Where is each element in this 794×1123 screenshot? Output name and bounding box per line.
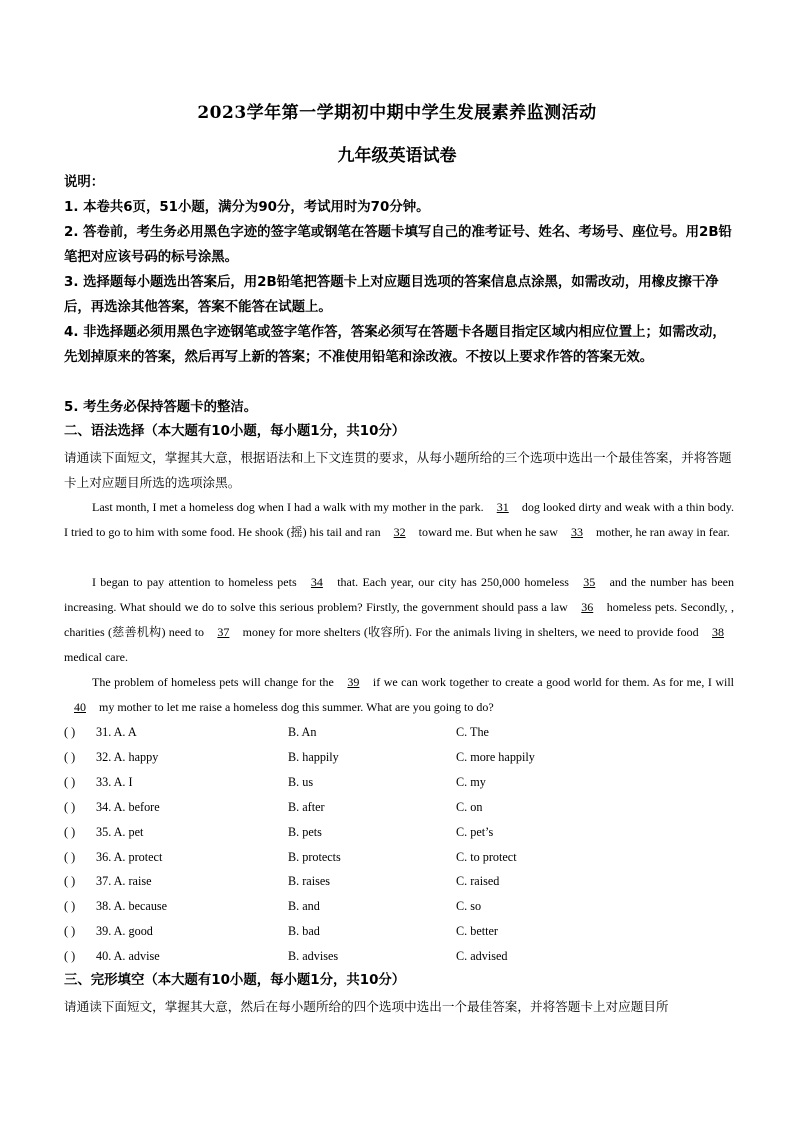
option-c: C. more happily (456, 750, 535, 764)
option-b: B. raises (288, 874, 330, 888)
option-row-35 (64, 820, 734, 845)
option-row-33 (64, 770, 734, 795)
note-item-4: 4. 非选择题必须用黑色字迹钢笔或签字笔作答，答案必须写在答题卡各题目指定区域内相应位置上；如需改动，先划掉原来的答案，然后再写上新的答案；不准使用铅笔和涂改液。不按以上要求作答的答案无效。 (64, 325, 726, 365)
option-row-39 (64, 919, 734, 944)
option-a: 39. A. good (96, 924, 153, 938)
option-a: 40. A. advise (96, 949, 160, 963)
option-b: B. bad (288, 924, 320, 938)
passage-text: that. Each year, our city has 250,000 homeless (332, 575, 574, 589)
option-a: 31. A. A (96, 725, 137, 739)
section-3-instruction: 请通读下面短文，掌握其大意，然后在每小题所给的四个选项中选出一个最佳答案，并将答题卡上对应题目所 (64, 999, 669, 1014)
option-c: C. advised (456, 949, 508, 963)
passage-text: The problem of homeless pets will change for the (92, 675, 338, 689)
passage-text: mother, he ran away in fear. (592, 525, 730, 539)
option-a: 37. A. raise (96, 874, 152, 888)
passage-text: toward me. But when he saw (415, 525, 561, 539)
option-c: C. raised (456, 874, 500, 888)
answer-paren[interactable]: ( ) (64, 850, 76, 864)
passage-paragraph-1 (64, 495, 734, 545)
option-b: B. and (288, 899, 320, 913)
passage-text: money for more shelters (收容所). For the animals living in shelters, we need to provide food (239, 625, 702, 639)
option-b: B. pets (288, 825, 322, 839)
option-row-32 (64, 745, 734, 770)
option-c: C. so (456, 899, 482, 913)
option-row-37 (64, 869, 734, 894)
option-b: B. advises (288, 949, 339, 963)
note-item-2: 2. 答卷前，考生务必用黑色字迹的签字笔或钢笔在答题卡填写自己的准考证号、姓名、考场号、座位号。用2B铅笔把对应该号码的标号涂黑。 (64, 225, 732, 265)
note-item-3: 3. 选择题每小题选出答案后，用2B铅笔把答题卡上对应题目选项的答案信息点涂黑，如需改动，用橡皮擦干净后，再选涂其他答案，答案不能答在试题上。 (64, 275, 719, 315)
blank-31: 31 (496, 500, 509, 514)
answer-paren[interactable]: ( ) (64, 725, 76, 739)
blank-35: 35 (583, 575, 596, 589)
option-a: 34. A. before (96, 800, 160, 814)
page-subtitle: 九年级英语试卷 (337, 146, 457, 166)
answer-paren[interactable]: ( ) (64, 899, 76, 913)
option-b: B. after (288, 800, 325, 814)
blank-33: 33 (570, 525, 583, 539)
blank-40: 40 (74, 700, 86, 714)
section-2-heading: 二、语法选择（本大题有10小题，每小题1分，共10分） (64, 424, 406, 439)
option-c: C. pet’s (456, 825, 494, 839)
notes-label: 说明： (64, 175, 105, 190)
option-a: 38. A. because (96, 899, 168, 913)
blank-38: 38 (711, 625, 724, 639)
passage-paragraph-2 (64, 570, 734, 670)
option-b: B. us (288, 775, 314, 789)
passage-text: dog looked dirty and weak with a thin body. I tried to go to him with some food. He shook (摇) his tail and ran (64, 500, 734, 539)
blank-36: 36 (581, 600, 594, 614)
blank-37: 37 (217, 625, 230, 639)
passage-text: Last month, I met a homeless dog when I had a walk with my mother in the park. (92, 500, 487, 514)
answer-paren[interactable]: ( ) (64, 874, 76, 888)
option-c: C. better (456, 924, 498, 938)
option-c: C. my (456, 775, 486, 789)
answer-paren[interactable]: ( ) (64, 949, 76, 963)
option-c: C. The (456, 725, 489, 739)
answer-paren[interactable]: ( ) (64, 800, 76, 814)
option-a: 35. A. pet (96, 825, 144, 839)
passage-text: medical care. (64, 650, 128, 664)
answer-paren[interactable]: ( ) (64, 924, 76, 938)
answer-paren[interactable]: ( ) (64, 775, 76, 789)
passage-text: homeless pets. Secondly, , charities (慈善机构) need to (64, 600, 734, 639)
option-row-38 (64, 894, 734, 919)
blank-34: 34 (310, 575, 323, 589)
blank-39: 39 (347, 675, 360, 689)
option-c: C. to protect (456, 850, 517, 864)
option-row-31 (64, 720, 734, 745)
passage-text: I began to pay attention to homeless pets (92, 575, 301, 589)
blank-32: 32 (393, 525, 406, 539)
section-3-heading: 三、完形填空（本大题有10小题，每小题1分，共10分） (64, 973, 406, 988)
option-a: 33. A. I (96, 775, 133, 789)
passage-text: and the number has been increasing. What should we do to solve this serious problem? Firstly, the government should pass a law (64, 575, 734, 614)
answer-paren[interactable]: ( ) (64, 750, 76, 764)
option-b: B. protects (288, 850, 341, 864)
note-item-1: 1. 本卷共6页，51小题，满分为90分，考试用时为70分钟。 (64, 200, 430, 215)
answer-paren[interactable]: ( ) (64, 825, 76, 839)
option-row-34 (64, 795, 734, 820)
option-b: B. An (288, 725, 317, 739)
page-title: 2023学年第一学期初中期中学生发展素养监测活动 (197, 103, 597, 123)
option-row-36 (64, 845, 734, 870)
option-row-40 (64, 944, 734, 969)
option-c: C. on (456, 800, 483, 814)
option-b: B. happily (288, 750, 339, 764)
passage-text: my mother to let me raise a homeless dog this summer. What are you going to do? (96, 700, 494, 714)
option-a: 32. A. happy (96, 750, 159, 764)
passage-text: if we can work together to create a good world for them. As for me, I will (369, 675, 734, 689)
passage-paragraph-3 (64, 670, 734, 720)
note-item-5: 5. 考生务必保持答题卡的整洁。 (64, 400, 258, 415)
option-a: 36. A. protect (96, 850, 163, 864)
section-2-instruction: 请通读下面短文，掌握其大意，根据语法和上下文连贯的要求，从每小题所给的三个选项中选出一个最佳答案，并将答题卡上对应题目所选的选项涂黑。 (64, 450, 732, 490)
